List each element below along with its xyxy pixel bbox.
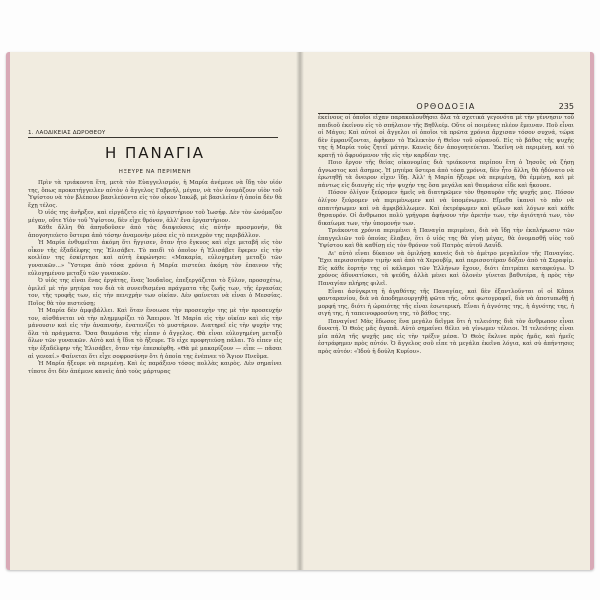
- paragraph: Ἡ Μαρία ἤξευρε νὰ περιμένῃ. Καὶ ἐς παράξενο τόσος πολλὰς καιρὸς. Δὲν σημαίνει τίποτε ὅτι δὲν ἀπέμενε κανεὶς ἀπὸ τοὺς μάρτυρας: [28, 361, 282, 375]
- running-head-title: ΟΡΘΟΔΟΞΙΑ: [416, 102, 476, 111]
- paragraph: Κάθε ἄλλη θὰ ἀπηυδοῦσεν ἀπὸ τὰς διαψεύσεις εἰς αὐτὴν προσμονήν, θὰ ἀπογοητεύετο ὕστερα ἀπὸ τόσην ἀναμονὴν μέσα εἰς τὸ πενιχρὸν της περιβάλλον.: [28, 225, 282, 239]
- paragraph: Ἡ Μαρία δὲν ἀμφιβάλλει. Καὶ ὅταν ἔνοιωσε τὴν προσευχὴν της μὲ τὴν προσευχήν τον, αἰσθάνεται νὰ τὴν πλημμυρίζει τὸ Ἄπειρον. Ἡ Μαρία εἰς τὴν οἰκίαν καὶ εἰς τὴν μάνουσιν καὶ εἰς τὴν ἀναπνοήν, ἐνατενίζει τὸ μυστήριον. Διατηρεῖ εἰς τὴν ψυχήν της ὅλα τὰ πράγματα. Ὅσα θαυμάσια τῆς εἶπαν ὁ ἄγγελος. Θὰ εἶναι εὐλογημένη μεταξὺ ὅλων τῶν γυναικῶν. Αὐτὸ καὶ ἡ ἴδια τὸ ἤξευρε. Τὸ εἶχε προφητεύσῃ πάλαι. Τὸ εἶπεν εἰς τὴν ἐξαδέλφην τῆς Ἐλισάβετ, ὅταν τὴν ἐπεσκέφθη. «Θὰ μὲ μακαρίζουν — εἶπε — πᾶσαι αἱ γενεαί.» Φαίνεται ὅτι εἶχε σοφροσύνην ὅτι ἡ ὁποία της ἐνέπνεε τὸ Ἅγιον Πνεῦμα.: [28, 308, 282, 360]
- left-body-text: [28, 180, 282, 376]
- left-page: [16, 52, 294, 570]
- paragraph: Εἶναι ἀσύγκριτη ἡ ἀγαθότης τῆς Παναγίας, καὶ δὲν ἐξαντλοῦνται οἱ οἱ Κᾶποι φανταρανίου, διὰ νὰ ἀποδημιουργηθῇ φῶτα τῆς, οὔτε φωτογραφεῖ, διὰ νὰ ἀποτυπωθῇ ἡ μορφή της, διότι ἡ ὡραιότης τῆς εἶναι ἐσωτερική. Εἶναι ἡ ἁγνότης της, ἡ ἀγνότης της, ἡ σιγή της, ἡ ταπεινοφροσύνη της, τὸ βάθος της.: [318, 288, 574, 318]
- open-book: [6, 52, 594, 570]
- right-page: [308, 52, 584, 570]
- paragraph: Ἡ Μαρία ἐνθυμεῖται ἀκόμη ὅτι ἤγγισεν, ὅταν ἦτο ἔγκυος καὶ εἶχε μεταβῆ εἰς τὸν οἶκον τῆς ἐξαδέλφης της Ἐλισάβετ. Τὸ παιδὶ τὸ ὁποῖον ἡ Ἐλισάβετ ἔφερεν εἰς τὴν κοιλίαν της ἐσκίρτησε καὶ αὐτὴ ἐκφώνησε: «Μακαρία, εὐλογημένη μεταξὺ τῶν γυναικῶν...» Ὕστερα ἀπὸ τόσα χρόνια ἡ Μαρία πιστεύει ἀκόμη τὸν ἐπαινον τῆς εὐλογημένου μεταξὺ τῶν γυναικῶν.: [28, 240, 282, 277]
- paragraph: Τριάκοντα χρόνια περιμένει ἡ Παναγία περιμένει, διὰ νὰ ἴδῃ τὴν ἐκπλήρωσιν τῶν ἐπαγγελιῶν τοῦ ὁποίας ἔλαβεν, ὅτι ὁ υἱός της θὰ γίνῃ μέγας, θὰ ὀνομασθῇ υἱὸς τοῦ Ὑψίστου καὶ θὰ καθίσῃ εἰς τὸν θρόνον τοῦ Πατρὸς αὐτοῦ Δαυΐδ.: [318, 228, 574, 250]
- paragraph: Δι' αὐτὸ εἶναι δίκαιον νὰ ὁμιλήσῃ κανεὶς διὰ τὸ ἀμέτρο μεγαλεῖον τῆς Παναγίας. Ἔχει περισσοτέραν τιμὴν καὶ ἀπὸ τὰ Χερουβίμ, καὶ περισσοτέραν δόξαν ἀπὸ τὰ Σεραφίμ. Εἰς κάθε ἑορτήν της οἱ κάλαμοι τῶν Ἑλλήνων ἔχουν, διότι ἐπιτρέπει καταφεύγω. Ὁ χρόνος ἀδυνατίσκει, τὰ ψεύδη, ἀλλὰ μένει καὶ ὁλονὲν γίνεται βαθυτέρα, ἡ πρὸς τὴν Παναγίαν πλήρης φιλεῖ.: [318, 250, 574, 288]
- chapter-subtitle: ΗΞΕΥΡΕ ΝΑ ΠΕΡΙΜΕΝΗ: [118, 169, 192, 175]
- book-spine: [296, 52, 304, 570]
- page-edge-left: [6, 52, 10, 570]
- paragraph: Ποιο ἔργον τῆς θείας οἰκονομίας διὰ τριάκοντα περίπου ἔτη ὁ Ἰησοῦς νὰ ζήσῃ ἄγνωστος καὶ ἄσημος. Ἡ μητέρα ὕστερα ἀπὸ τόσα χρόνια, δὲν ἦτο ἄλλη, θὰ ἠδύνατο νὰ ἐρωτηθῇ τὰ ὄνειρον εἶχεν ἴδῃ. Ἀλλ' ἡ Μαρία ἤξευρε νὰ περιμένῃ, θὰ ἐμμένῃ, καὶ μὲ πάντως εἰς διαυγὴς εἰς τὴν ψυχήν της ὅσα μεγάλα καὶ θαυμάσια εἶδε καὶ ἤκουσε.: [318, 160, 574, 189]
- chapter-title: Η ΠΑΝΑΓΙΑ: [104, 144, 206, 162]
- page-edge-right: [590, 52, 594, 570]
- paragraph: ἐκείνους οἱ ὁποῖοι εἶχαν παρακολουθήσει ὅλα τὰ σχετικά γεγονότα μὲ τὴν γέννησιν τοῦ παιδιοῦ ἐκείνου εἰς τὸ σπήλαιον τῆς Βηθλεέμ. Οὔτε οἱ ποιμένες πλέον ἔμειναν. Ποῦ εἶναι οἱ Μάγοι; Καὶ αὐτοὶ οἱ ἄγγελοι οἱ ὁποῖοι τὰ πρῶτα χρόνια ἄρχισαν τόσον συχνά, τώρα δὲν ἐμφανίζονται, ἀφῆκαν τὸ Ἐκλεκτὸν ἡ Θεῖον τοῦ οὐρανοῦ. Εἰς τὸ βάθος τῆς ψυχῆς της ἡ Μαρία τοὺς ζητεῖ μάτην. Κανεὶς δὲν ἀπογοητεύεται. Ἐκεῖνη νὰ περιμένῃ, καὶ τὸ κρατῇ τὸ ὄφρυόμενον τῆς εἰς τὴν καρδίαν της.: [318, 115, 574, 159]
- running-head-left: 1. ΛΑΟΔΙΚΕΙΑΣ ΔΩΡΟΘΕΟΥ: [28, 130, 278, 138]
- paragraph: Πρὶν τὰ τριάκοντα ἔτη, μετὰ τὸν Εὐαγγελισμόν, ἡ Μαρία ἀνέμενε νὰ ἴδῃ τὸν υἱόν της, ὅπως προκατήγγειλεν αὐτὸν ὁ ἄγγελος Γαβριήλ, μέγαν, νὰ τὸν ὀνομάζουν υἱὸν τοῦ Ὑψίστου νὰ τὸν βλέπουν βασιλεύοντα εἰς τὸν οἶκον Ἰακώβ, μὲ βασιλείαν ἡ ὁποία δὲν θὰ ἔχῃ τέλος.: [28, 180, 282, 209]
- page-number: 235: [558, 102, 574, 111]
- paragraph: Ὁ υἱός της ἀνῆρξεν, καὶ εἰργάζετο εἰς τὸ ἐργαστήριον τοῦ Ἰωσήφ. Δὲν τὸν ὠνόμαζον μέγαν, οὔτε Υἱὸν τοῦ Ὑψίστου, δὲν εἶχε θρόνον, ἀλλ' ἕνα ἐργαστήριον.: [28, 210, 282, 224]
- paragraph: Ὁ υἱός της εἶναι ἕνας ἐργάτης, ἕνας Ἰουδαῖος, ἐπεξεργάζεται τὸ ξύλον, προσοχέτω, ὁμιλεῖ μὲ τὴν μητέρα του διὰ τὰ συνειθισμένα πράγματα τῆς ζωῆς των, τῆς ἐργασίας τον, τῆς τροφῆς των, εἰς τὴν πενιχρὴν των οἰκίαν. Δὲν φαίνεται νὰ εἶναι ὁ Μεσσίας. Ποῖος θὰ τὸν πιστεύσῃ;: [28, 278, 282, 307]
- paragraph: Πόσον ὀλίγον ξεύρομεν ἡμεῖς νὰ διατηρῶμεν τὸν θησαυρὸν τῆς ψυχῆς μας. Πόσον ὀλίγον ξεύρομεν νὰ περιμένωμεν καὶ νὰ ὑπομένωμεν. Εἴμεθα ἱκανοὶ τὸ πᾶν νὰ απαιτήσωμεν καὶ νὰ ἀμφιβάλλωμεν. Καὶ ἐκτρέφωμεν καὶ φίλων καὶ λόγων καὶ κάθε θησαυρόν. Οἱ ἄνθρωποι πολὺ γρήγορα ἀφήνουν τὴν ἀρετὴν των, τὴν ἁγιότητά των, τὸν δικαίωμα των, τὴν ὑπομονήν των.: [318, 190, 574, 227]
- running-head-right: [318, 102, 574, 114]
- paragraph: Παναγίνε! Μὰς ἔδωσες ἕνα μεγάλο δεῖγμα ὅτι ἡ τελειότης διὰ τὸν ἄνθρωπον εἶναι δυνατή. Ὁ Θεὸς μᾶς ἀγαπᾶ. Αὐτὸ σημαίνει θέλει νὰ γίνωμεν τέλειοι. Ἡ τελειότης εἶναι μία πάλη τῆς ψυχῆς μας εἰς τὴν τρέξιν μέσα. Ὁ Θεὸς ἔκλινε πρὸς ἡμᾶς, καὶ ἡμεῖς ἐστράφημεν πρὸς αὐτόν. Ὁ ἄγγελος σοῦ εἶπε τὰ μεγάλα ἐκεῖνα λόγια, καὶ σὺ ἀπήντησες πρὸς αὐτόν: «Ἰδοὺ ἡ δούλη Κυρίου».: [318, 318, 574, 355]
- right-body-text: [318, 115, 574, 357]
